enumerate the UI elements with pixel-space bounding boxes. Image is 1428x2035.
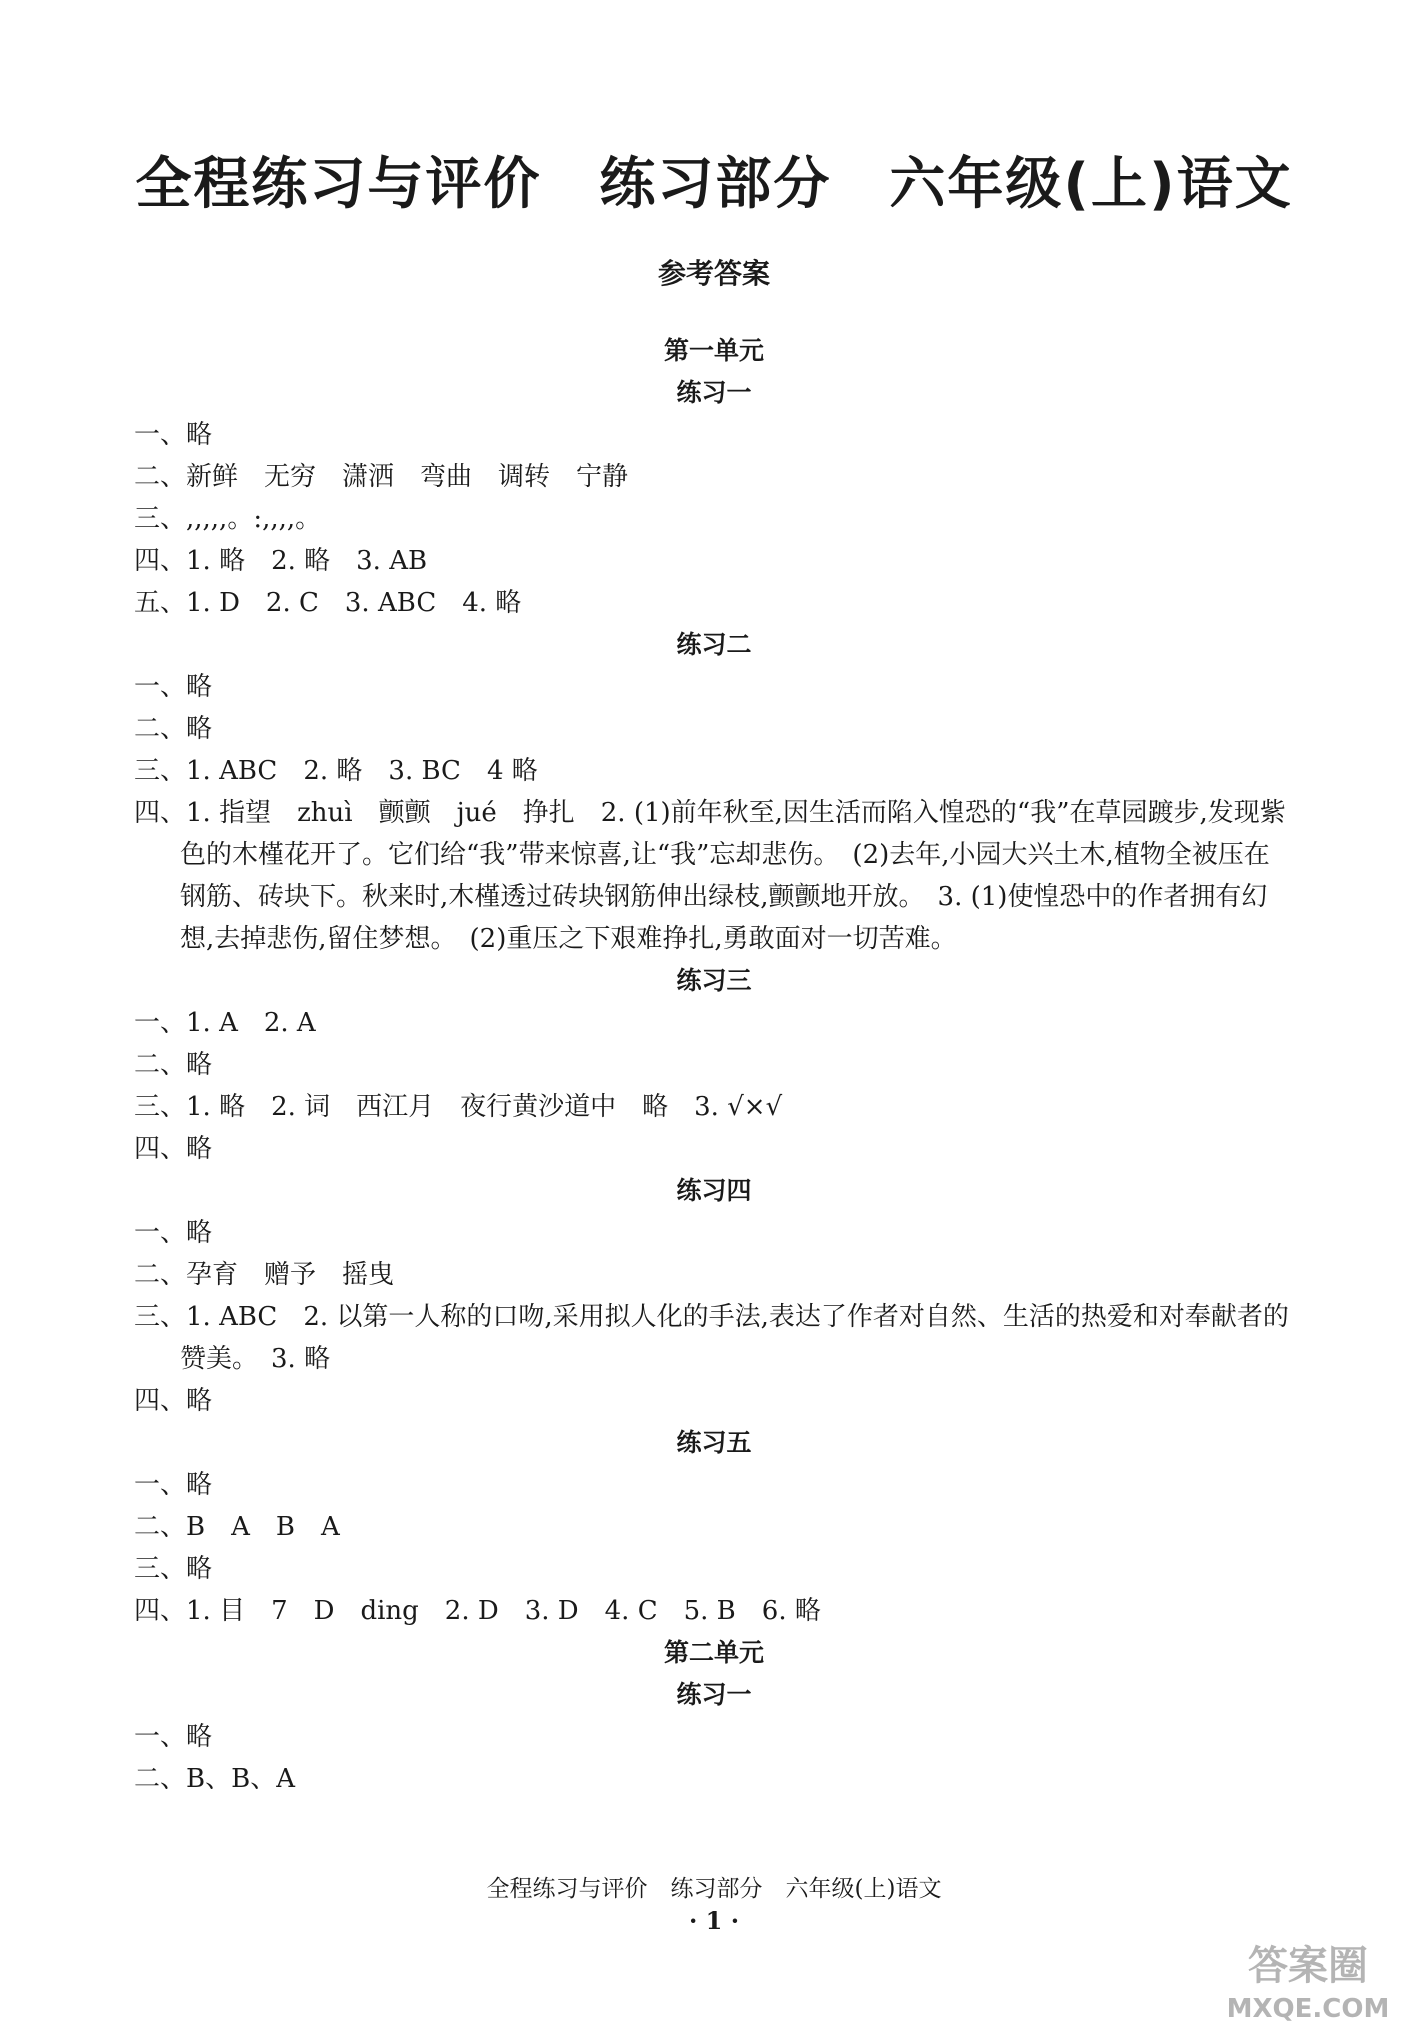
answer-line: 二、B A B A (134, 1512, 340, 1542)
watermark-text: 答案圈 (1248, 1943, 1368, 1989)
answer-line: 二、新鲜 无穷 潇洒 弯曲 调转 宁静 (134, 462, 629, 492)
section-heading: 练习三 (676, 966, 752, 995)
answer-line: 四、1. 目 7 D ding 2. D 3. D 4. C 5. B 6. 略 (134, 1596, 821, 1626)
answer-line: 五、1. D 2. C 3. ABC 4. 略 (134, 588, 522, 618)
section-heading: 练习一 (676, 378, 752, 407)
answer-line: 三、,,,,,。:,,,,。 (134, 504, 322, 534)
page-title: 全程练习与评价 练习部分 六年级(上)语文 (135, 152, 1293, 217)
answer-key-subtitle: 参考答案 (657, 257, 770, 290)
answer-content (134, 330, 1294, 1800)
section-heading: 练习四 (676, 1176, 752, 1205)
answer-line: 一、略 (134, 420, 213, 450)
page-footer: 全程练习与评价 练习部分 六年级(上)语文 (486, 1876, 942, 1902)
answer-line: 三、略 (134, 1554, 213, 1584)
answer-line: 三、1. ABC 2. 以第一人称的口吻,采用拟人化的手法,表达了作者对自然、生活的热爱和对奉献者的赞美。 3. 略 (134, 1302, 1289, 1374)
answer-line: 四、1. 略 2. 略 3. AB (134, 546, 428, 576)
watermark-url: MXQE.COM (1226, 1994, 1390, 2024)
section-heading: 练习五 (676, 1428, 752, 1457)
answer-line: 一、略 (134, 1218, 213, 1248)
section-heading: 第一单元 (663, 336, 764, 365)
answer-line: 四、1. 指望 zhuì 颤颤 jué 挣扎 2. (1)前年秋至,因生活而陷入惶恐的“我”在草园踱步,发现紫色的木槿花开了。它们给“我”带来惊喜,让“我”忘却悲伤。 (2)去年,小园大兴土木,植物全被压在钢筋、砖块下。秋来时,木槿透过砖块钢筋伸出绿枝,颤颤地开放。 3. (1)使惶恐中的作者拥有幻想,去掉悲伤,留住梦想。 (2)重压之下艰难挣扎,勇敢面对一切苦难。 (134, 798, 1286, 954)
answer-line: 一、1. A 2. A (134, 1008, 316, 1038)
answer-line: 一、略 (134, 672, 213, 702)
section-heading: 练习二 (676, 630, 752, 659)
answer-line: 二、略 (134, 1050, 213, 1080)
answer-line: 四、略 (134, 1134, 213, 1164)
page-number: · 1 · (688, 1906, 740, 1935)
answer-line: 二、略 (134, 714, 213, 744)
answer-line: 一、略 (134, 1722, 213, 1752)
answer-line: 三、1. 略 2. 词 西江月 夜行黄沙道中 略 3. √×√ (134, 1092, 783, 1122)
answer-line: 三、1. ABC 2. 略 3. BC 4 略 (134, 756, 538, 786)
section-heading: 练习一 (676, 1680, 752, 1709)
answer-line: 四、略 (134, 1386, 213, 1416)
watermark-logo (1208, 1929, 1408, 2029)
answer-line: 二、孕育 赠予 摇曳 (134, 1260, 395, 1290)
answer-line: 一、略 (134, 1470, 213, 1500)
section-heading: 第二单元 (663, 1638, 764, 1667)
answer-line: 二、B、B、A (134, 1764, 295, 1794)
